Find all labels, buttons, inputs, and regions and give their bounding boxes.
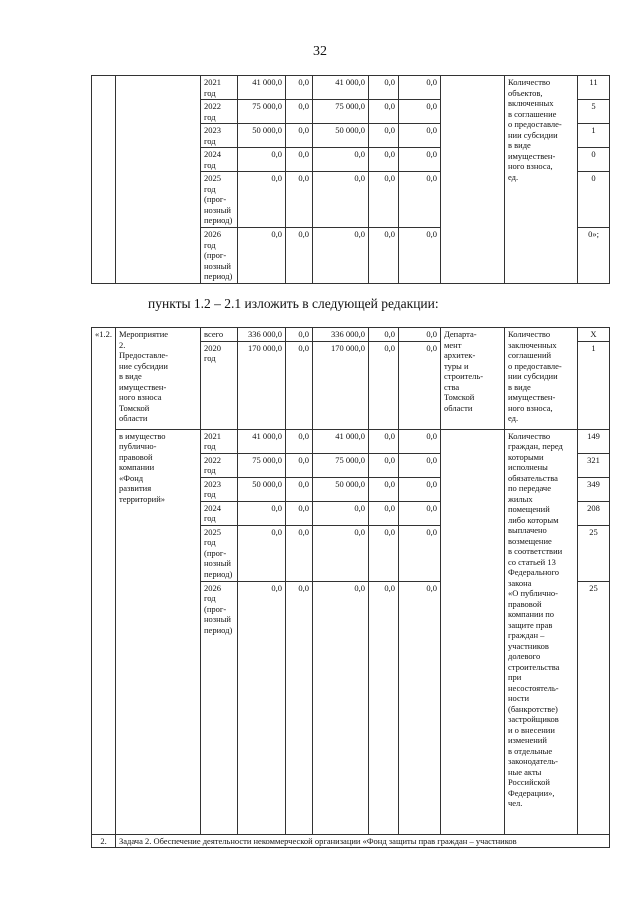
regional-cell: 170 000,0 bbox=[313, 341, 369, 429]
indicator-text: Количество заключенных соглашений о предоставле- нии субсидии в виде имуществен- ного взноса, ед. bbox=[505, 328, 578, 430]
indicator-value: 349 bbox=[578, 477, 610, 501]
total-cell: 170 000,0 bbox=[238, 341, 286, 429]
total-cell: 41 000,0 bbox=[238, 76, 286, 100]
regional-cell: 75 000,0 bbox=[313, 100, 369, 124]
year-cell: 2024 год bbox=[201, 148, 238, 172]
indicator-text: Количество объектов, включенных в соглашение о предоставле- нии субсидии в виде имуществен- ного взноса, ед. bbox=[505, 76, 578, 284]
local-cell: 0,0 bbox=[369, 100, 399, 124]
federal-cell: 0,0 bbox=[286, 525, 313, 581]
total-cell: 0,0 bbox=[238, 228, 286, 284]
local-cell: 0,0 bbox=[369, 341, 399, 429]
local-cell: 0,0 bbox=[369, 477, 399, 501]
year-cell: 2021 год bbox=[201, 76, 238, 100]
total-cell: 0,0 bbox=[238, 581, 286, 834]
local-cell: 0,0 bbox=[369, 328, 399, 342]
regional-cell: 41 000,0 bbox=[313, 76, 369, 100]
extrabudget-cell: 0,0 bbox=[399, 124, 441, 148]
federal-cell: 0,0 bbox=[286, 124, 313, 148]
regional-cell: 0,0 bbox=[313, 228, 369, 284]
indicator-value: 0»; bbox=[578, 228, 610, 284]
indicator-value: 5 bbox=[578, 100, 610, 124]
regional-cell: 0,0 bbox=[313, 148, 369, 172]
local-cell: 0,0 bbox=[369, 228, 399, 284]
regional-cell: 0,0 bbox=[313, 581, 369, 834]
year-cell: всего bbox=[201, 328, 238, 342]
local-cell: 0,0 bbox=[369, 581, 399, 834]
year-cell: 2025 год (прог- нозный период) bbox=[201, 525, 238, 581]
indicator-value: 1 bbox=[578, 124, 610, 148]
table-row bbox=[92, 76, 610, 100]
indicator-value: 1 bbox=[578, 341, 610, 429]
federal-cell: 0,0 bbox=[286, 501, 313, 525]
federal-cell: 0,0 bbox=[286, 76, 313, 100]
local-cell: 0,0 bbox=[369, 76, 399, 100]
task-text: Задача 2. Обеспечение деятельности некоммерческой организации «Фонд защиты прав граждан – участников bbox=[116, 834, 610, 848]
total-cell: 0,0 bbox=[238, 148, 286, 172]
indicator-value: 25 bbox=[578, 581, 610, 834]
indicator-value: 149 bbox=[578, 429, 610, 453]
extrabudget-cell: 0,0 bbox=[399, 453, 441, 477]
total-cell: 75 000,0 bbox=[238, 100, 286, 124]
federal-cell: 0,0 bbox=[286, 429, 313, 453]
local-cell: 0,0 bbox=[369, 525, 399, 581]
page-number: 32 bbox=[313, 44, 327, 59]
executor-text: Департа- мент архитек- туры и строитель- ства Томской области bbox=[441, 328, 505, 430]
year-cell: 2020 год bbox=[201, 341, 238, 429]
extrabudget-cell: 0,0 bbox=[399, 76, 441, 100]
federal-cell: 0,0 bbox=[286, 148, 313, 172]
federal-cell: 0,0 bbox=[286, 453, 313, 477]
regional-cell: 50 000,0 bbox=[313, 124, 369, 148]
year-cell: 2026 год (прог- нозный период) bbox=[201, 228, 238, 284]
table-row bbox=[92, 834, 610, 848]
extrabudget-cell: 0,0 bbox=[399, 501, 441, 525]
regional-cell: 0,0 bbox=[313, 172, 369, 228]
extrabudget-cell: 0,0 bbox=[399, 148, 441, 172]
extrabudget-cell: 0,0 bbox=[399, 525, 441, 581]
year-cell: 2023 год bbox=[201, 124, 238, 148]
indicator-value: 208 bbox=[578, 501, 610, 525]
local-cell: 0,0 bbox=[369, 453, 399, 477]
total-cell: 75 000,0 bbox=[238, 453, 286, 477]
total-cell: 0,0 bbox=[238, 525, 286, 581]
local-cell: 0,0 bbox=[369, 148, 399, 172]
year-cell: 2021 год bbox=[201, 429, 238, 453]
year-cell: 2022 год bbox=[201, 100, 238, 124]
extrabudget-cell: 0,0 bbox=[399, 581, 441, 834]
federal-cell: 0,0 bbox=[286, 172, 313, 228]
indicator-text: Количество граждан, перед которыми исполнены обязательства по передаче жилых помещений либо которым выплачено возмещение в соответствии со статьей 13 Федерального закона «О публично- правовой компании по защите прав граждан – участников долевого строительства при несостоятель- ности (банкротстве) застройщиков и о внесении изменений в отдельные законодатель- ные акты Российской Федерации», чел. bbox=[505, 429, 578, 834]
extrabudget-cell: 0,0 bbox=[399, 477, 441, 501]
regional-cell: 41 000,0 bbox=[313, 429, 369, 453]
extrabudget-cell: 0,0 bbox=[399, 341, 441, 429]
indicator-value: 11 bbox=[578, 76, 610, 100]
local-cell: 0,0 bbox=[369, 501, 399, 525]
regional-cell: 0,0 bbox=[313, 525, 369, 581]
extrabudget-cell: 0,0 bbox=[399, 429, 441, 453]
regional-cell: 50 000,0 bbox=[313, 477, 369, 501]
extrabudget-cell: 0,0 bbox=[399, 172, 441, 228]
table-new-edition bbox=[91, 327, 610, 848]
table-continuation bbox=[91, 75, 610, 284]
indicator-value: 321 bbox=[578, 453, 610, 477]
total-cell: 50 000,0 bbox=[238, 477, 286, 501]
extrabudget-cell: 0,0 bbox=[399, 228, 441, 284]
federal-cell: 0,0 bbox=[286, 341, 313, 429]
measure-name-continued: в имущество публично- правовой компании «Фонд развития территорий» bbox=[116, 429, 201, 834]
year-cell: 2024 год bbox=[201, 501, 238, 525]
indicator-value: 0 bbox=[578, 148, 610, 172]
extrabudget-cell: 0,0 bbox=[399, 328, 441, 342]
federal-cell: 0,0 bbox=[286, 477, 313, 501]
indicator-value: X bbox=[578, 328, 610, 342]
total-cell: 50 000,0 bbox=[238, 124, 286, 148]
federal-cell: 0,0 bbox=[286, 100, 313, 124]
table-row bbox=[92, 328, 610, 342]
local-cell: 0,0 bbox=[369, 429, 399, 453]
year-cell: 2025 год (прог- нозный период) bbox=[201, 172, 238, 228]
table-row bbox=[92, 429, 610, 453]
local-cell: 0,0 bbox=[369, 124, 399, 148]
federal-cell: 0,0 bbox=[286, 581, 313, 834]
total-cell: 0,0 bbox=[238, 501, 286, 525]
regional-cell: 336 000,0 bbox=[313, 328, 369, 342]
federal-cell: 0,0 bbox=[286, 328, 313, 342]
year-cell: 2026 год (прог- нозный период) bbox=[201, 581, 238, 834]
section-heading: пункты 1.2 – 2.1 изложить в следующей редакции: bbox=[148, 296, 439, 311]
indicator-value: 0 bbox=[578, 172, 610, 228]
total-cell: 0,0 bbox=[238, 172, 286, 228]
item-number: «1.2. bbox=[92, 328, 116, 835]
total-cell: 336 000,0 bbox=[238, 328, 286, 342]
total-cell: 41 000,0 bbox=[238, 429, 286, 453]
extrabudget-cell: 0,0 bbox=[399, 100, 441, 124]
indicator-value: 25 bbox=[578, 525, 610, 581]
task-number: 2. bbox=[92, 834, 116, 848]
local-cell: 0,0 bbox=[369, 172, 399, 228]
measure-name: Мероприятие 2. Предоставле- ние субсидии в виде имуществен- ного взноса Томской области bbox=[116, 328, 201, 430]
year-cell: 2022 год bbox=[201, 453, 238, 477]
federal-cell: 0,0 bbox=[286, 228, 313, 284]
regional-cell: 0,0 bbox=[313, 501, 369, 525]
regional-cell: 75 000,0 bbox=[313, 453, 369, 477]
year-cell: 2023 год bbox=[201, 477, 238, 501]
